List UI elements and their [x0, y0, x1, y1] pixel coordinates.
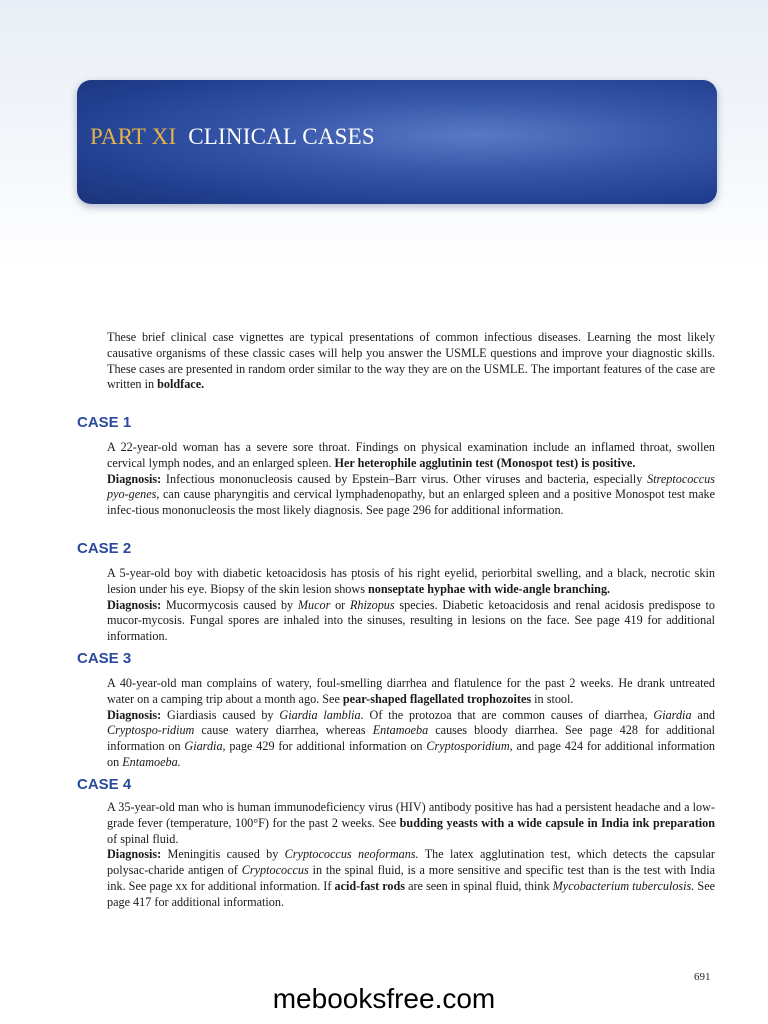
text-run: and — [691, 707, 716, 722]
case-2-diagnosis — [107, 598, 715, 645]
bold-text: budding yeasts with a wide capsule in India ink preparation — [399, 815, 716, 830]
text-run: Mucormycosis caused by — [161, 597, 298, 612]
text-run: species. Diabetic ketoacidosis and renal acidosis predispose to mucor-mycosis. Fungal spores are inhaled into the sinuses, resulting in lesions on the face. See page 419 for additional information. — [107, 597, 715, 644]
part-label: PART XI — [90, 124, 177, 149]
italic-text: Mycobacterium tuberculosis. — [552, 878, 695, 893]
text-run: These brief clinical case vignettes are typical presentations of common infectious diseases. Learning the most likely causative organisms of these classic cases will help you answer the USMLE questions and improve your diagnostic skills. These cases are presented in random order similar to the way they are on the USMLE. The important features of the case are written in — [107, 330, 715, 392]
page-number: 691 — [694, 971, 711, 983]
italic-text: Entamoeba — [372, 723, 429, 738]
case-2-heading: CASE 2 — [77, 540, 132, 557]
text-run: causes bloody diarrhea. See page 428 for additional information on — [107, 723, 715, 754]
text-run: in stool. — [531, 691, 574, 706]
bold-text: Diagnosis: — [107, 471, 162, 486]
text-run: A 35-year-old man who is human immunodeficiency virus (HIV) antibody positive has had a persistent headache and a low-grade fever (temperature, 100°F) for the past 2 weeks. See — [107, 800, 715, 830]
text-run: and page 424 for additional information on — [107, 739, 716, 769]
bold-text: nonseptate hyphae with wide-angle branching. — [368, 581, 611, 596]
case-1-vignette — [107, 440, 715, 472]
text-run: of spinal fluid. — [107, 831, 179, 846]
intro-paragraph — [107, 330, 715, 393]
watermark-text: mebooksfree.com — [272, 983, 496, 1014]
text-run: are seen in spinal fluid, think — [405, 878, 553, 893]
italic-text: Rhizopus — [349, 597, 395, 612]
italic-text: Giardia lamblia. — [279, 707, 364, 722]
italic-text: Entamoeba. — [122, 754, 181, 769]
case-4-body — [107, 800, 715, 911]
part-banner — [77, 80, 717, 204]
text-run: Meningitis caused by — [161, 847, 285, 862]
case-4-diagnosis — [107, 847, 715, 910]
text-run: See page 417 for additional information. — [107, 878, 716, 909]
bold-text: Her heterophile agglutinin test (Monospot test) is positive. — [334, 455, 636, 470]
bold-text: Diagnosis: — [107, 847, 162, 862]
case-2-body — [107, 566, 715, 645]
italic-text: Giardia, — [184, 739, 226, 754]
italic-text: Cryptosporidium, — [426, 739, 513, 754]
case-3-vignette — [107, 676, 715, 708]
case-3-body — [107, 676, 715, 771]
italic-text: Cryptospo-ridium — [107, 723, 195, 738]
text-run: in the spinal fluid, is a more sensitive and specific test than is the test with India ink. See page xx for additional information. If — [107, 863, 715, 893]
case-4-heading: CASE 4 — [77, 776, 132, 793]
italic-text: Cryptococcus neoformans. — [284, 847, 419, 862]
italic-text: Mucor — [297, 597, 331, 612]
bold-text: boldface. — [157, 377, 205, 392]
italic-text: Cryptococcus — [241, 863, 309, 878]
case-2-vignette — [107, 566, 715, 598]
italic-text: Streptococcus pyo-genes, — [107, 471, 715, 502]
text-run: A 22-year-old woman has a severe sore throat. Findings on physical examination include an inflamed throat, swollen cervical lymph nodes, and an enlarged spleen. — [107, 440, 715, 470]
case-3-heading: CASE 3 — [77, 650, 132, 667]
case-4-vignette — [107, 800, 715, 847]
text-run: can cause pharyngitis and cervical lymphadenopathy, but an enlarged spleen and a positive Monospot test make infec-tious mononucleosis the most likely diagnosis. See page 296 for additional information. — [107, 487, 715, 518]
case-1-diagnosis — [107, 472, 715, 519]
text-run: The latex agglutination test, which detects the capsular polysac-charide antigen of — [107, 847, 715, 878]
part-name: CLINICAL CASES — [188, 124, 375, 149]
bold-text: Diagnosis: — [107, 707, 162, 722]
banner-title — [90, 124, 375, 150]
text-run: page 429 for additional information on — [225, 739, 427, 754]
text-run: Giardiasis caused by — [161, 707, 280, 722]
case-1-body — [107, 440, 715, 519]
text-run: or — [330, 597, 350, 612]
case-3-diagnosis — [107, 708, 715, 771]
text-run: Of the protozoa that are common causes of diarrhea, — [363, 707, 654, 722]
bold-text: pear-shaped flagellated trophozoites — [342, 691, 532, 706]
italic-text: Giardia — [653, 707, 692, 722]
text-run: A 5-year-old boy with diabetic ketoacidosis has ptosis of his right eyelid, periorbital swelling, and a black, necrotic skin lesion under his eye. Biopsy of the skin lesion shows — [107, 566, 715, 596]
bold-text: acid-fast rods — [334, 878, 406, 893]
text-run: cause watery diarrhea, whereas — [194, 723, 373, 738]
text-run: Infectious mononucleosis caused by Epstein–Barr virus. Other viruses and bacteria, especially — [161, 471, 648, 486]
case-1-heading: CASE 1 — [77, 414, 132, 431]
text-run: A 40-year-old man complains of watery, foul-smelling diarrhea and flatulence for the past 2 weeks. He drank untreated water on a camping trip about a month ago. See — [107, 676, 715, 706]
bold-text: Diagnosis: — [107, 597, 162, 612]
